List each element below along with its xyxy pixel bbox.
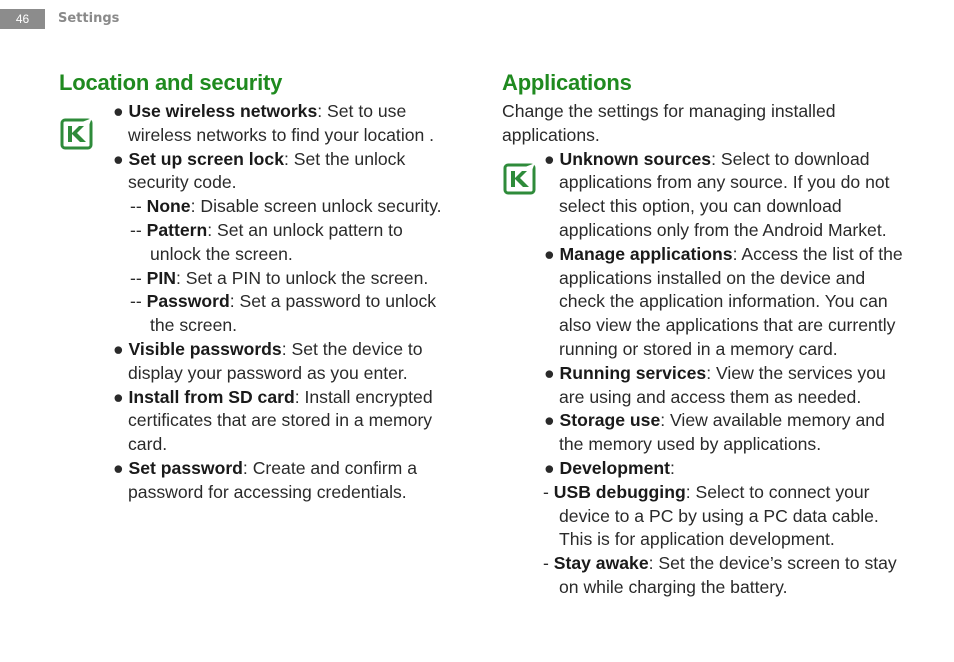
- applications-heading: Applications: [502, 70, 632, 95]
- list-item: ● Unknown sources: Select to download applications from any source. If you do not select this option, you can download applications only from the Android Market.: [544, 148, 890, 240]
- sub-list-item: -- Password: Set a password to unlock the screen.: [130, 291, 437, 336]
- location-security-heading: Location and security: [59, 70, 283, 95]
- applications-list: [502, 100, 907, 600]
- list-item: ● Development:: [544, 457, 675, 478]
- list-item: ● Set up screen lock: Set the unlock security code.: [113, 148, 406, 193]
- applications-intro: Change the settings for managing installed applications.: [502, 101, 836, 145]
- list-item: ● Visible passwords: Set the device to display your password as you enter.: [113, 338, 423, 383]
- sub-list-item: - USB debugging: Select to connect your device to a PC by using a PC data cable. This is for application development.: [543, 481, 879, 550]
- list-item: ● Manage applications: Access the list of the applications installed on the device and check the application information. You can also view the applications that are currently running or stored in a memory card.: [544, 243, 903, 359]
- sub-list-item: -- None: Disable screen unlock security.: [130, 196, 442, 217]
- list-item: ● Storage use: View available memory and the memory used by applications.: [544, 410, 885, 455]
- sub-list-item: - Stay awake: Set the device’s screen to stay on while charging the battery.: [543, 553, 897, 597]
- sub-list-item: -- PIN: Set a PIN to unlock the screen.: [130, 267, 429, 288]
- list-item: ● Set password: Create and confirm a password for accessing credentials.: [113, 457, 417, 502]
- list-item: ● Use wireless networks: Set to use wireless networks to find your location .: [113, 101, 435, 145]
- location-security-list: [113, 100, 453, 505]
- section-label: Settings: [58, 11, 120, 26]
- sub-list-item: -- Pattern: Set an unlock pattern to unlock the screen.: [130, 219, 403, 264]
- note-icon: [60, 117, 94, 151]
- list-item: ● Install from SD card: Install encrypted certificates that are stored in a memory card.: [113, 386, 433, 455]
- list-item: ● Running services: View the services you are using and access them as needed.: [544, 362, 886, 407]
- page-number: 46: [0, 9, 45, 29]
